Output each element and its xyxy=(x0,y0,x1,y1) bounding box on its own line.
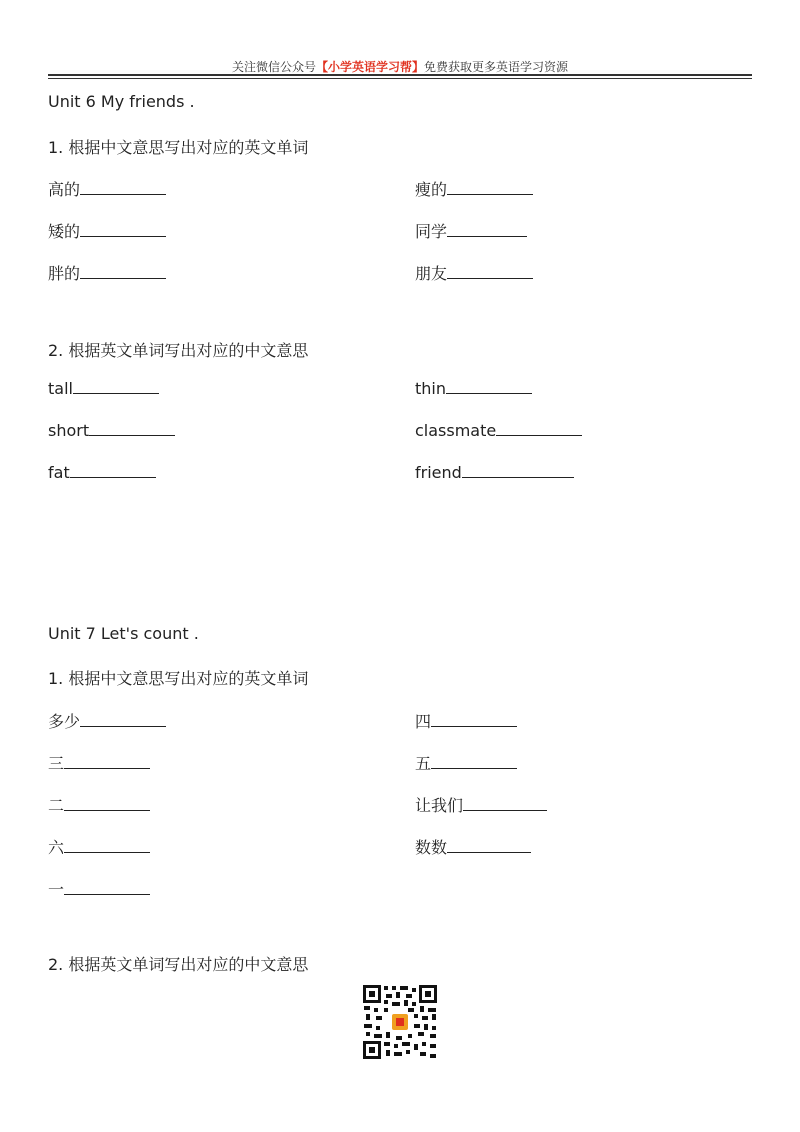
item-label: friend xyxy=(415,463,462,482)
answer-blank[interactable] xyxy=(80,712,166,727)
unit6-q1-heading: 1. 根据中文意思写出对应的英文单词 xyxy=(48,138,309,157)
unit7-q2-heading: 2. 根据英文单词写出对应的中文意思 xyxy=(48,955,309,974)
answer-blank[interactable] xyxy=(80,180,166,195)
answer-blank[interactable] xyxy=(64,754,150,769)
answer-blank[interactable] xyxy=(447,180,533,195)
unit7-q1-item xyxy=(48,835,150,858)
unit7-q1-item xyxy=(48,793,150,816)
header-highlight: 【小学英语学习帮】 xyxy=(315,60,424,74)
item-label: tall xyxy=(48,379,73,398)
unit6-q2-item xyxy=(415,421,582,440)
item-label: 让我们 xyxy=(415,796,464,815)
unit7-q1-heading: 1. 根据中文意思写出对应的英文单词 xyxy=(48,669,309,688)
header-prefix: 关注微信公众号 xyxy=(231,60,316,74)
unit6-q2-heading: 2. 根据英文单词写出对应的中文意思 xyxy=(48,341,309,360)
unit7-q1-item xyxy=(48,751,150,774)
unit6-q1-item xyxy=(415,261,533,284)
answer-blank[interactable] xyxy=(431,754,517,769)
unit6-q1-item xyxy=(48,177,166,200)
unit7-q1-item xyxy=(415,709,517,732)
unit6-q2-item xyxy=(415,379,532,398)
unit7-q1-item xyxy=(48,709,166,732)
unit6-q2-item xyxy=(48,379,159,398)
answer-blank[interactable] xyxy=(70,463,156,478)
unit6-q1-item xyxy=(415,219,527,242)
answer-blank[interactable] xyxy=(73,379,159,394)
unit7-title: Unit 7 Let's count . xyxy=(48,624,199,643)
item-label: 瘦的 xyxy=(415,180,448,199)
qr-code-icon xyxy=(362,984,438,1060)
answer-blank[interactable] xyxy=(446,379,532,394)
answer-blank[interactable] xyxy=(463,796,547,811)
answer-blank[interactable] xyxy=(80,222,166,237)
answer-blank[interactable] xyxy=(64,880,150,895)
item-label: 高的 xyxy=(48,180,81,199)
item-label: 胖的 xyxy=(48,264,81,283)
item-label: fat xyxy=(48,463,70,482)
item-label: 多少 xyxy=(48,712,81,731)
item-label: 五 xyxy=(415,754,432,773)
unit6-title: Unit 6 My friends . xyxy=(48,92,195,111)
answer-blank[interactable] xyxy=(64,796,150,811)
answer-blank[interactable] xyxy=(496,421,582,436)
item-label: thin xyxy=(415,379,446,398)
unit7-q1-item xyxy=(415,751,517,774)
item-label: 朋友 xyxy=(415,264,448,283)
item-label: 四 xyxy=(415,712,432,731)
item-label: 二 xyxy=(48,796,65,815)
unit7-q1-item xyxy=(48,877,150,900)
item-label: short xyxy=(48,421,90,440)
answer-blank[interactable] xyxy=(431,712,517,727)
unit6-q2-item xyxy=(48,463,156,482)
unit6-q1-item xyxy=(48,219,166,242)
answer-blank[interactable] xyxy=(447,222,527,237)
unit6-q2-item xyxy=(48,421,175,440)
item-label: 一 xyxy=(48,880,65,899)
header-rule-thin xyxy=(48,78,752,79)
unit7-q1-item xyxy=(415,793,547,816)
answer-blank[interactable] xyxy=(80,264,166,279)
unit7-q1-item xyxy=(415,835,531,858)
answer-blank[interactable] xyxy=(447,838,531,853)
answer-blank[interactable] xyxy=(462,463,574,478)
unit6-q1-item xyxy=(415,177,533,200)
item-label: classmate xyxy=(415,421,497,440)
unit6-q1-item xyxy=(48,261,166,284)
answer-blank[interactable] xyxy=(447,264,533,279)
answer-blank[interactable] xyxy=(89,421,175,436)
answer-blank[interactable] xyxy=(64,838,150,853)
item-label: 三 xyxy=(48,754,65,773)
page-header xyxy=(48,58,752,75)
item-label: 数数 xyxy=(415,838,448,857)
item-label: 六 xyxy=(48,838,65,857)
item-label: 同学 xyxy=(415,222,448,241)
item-label: 矮的 xyxy=(48,222,81,241)
header-suffix: 免费获取更多英语学习资源 xyxy=(424,60,569,74)
unit6-q2-item xyxy=(415,463,574,482)
header-rule-thick xyxy=(48,74,752,76)
